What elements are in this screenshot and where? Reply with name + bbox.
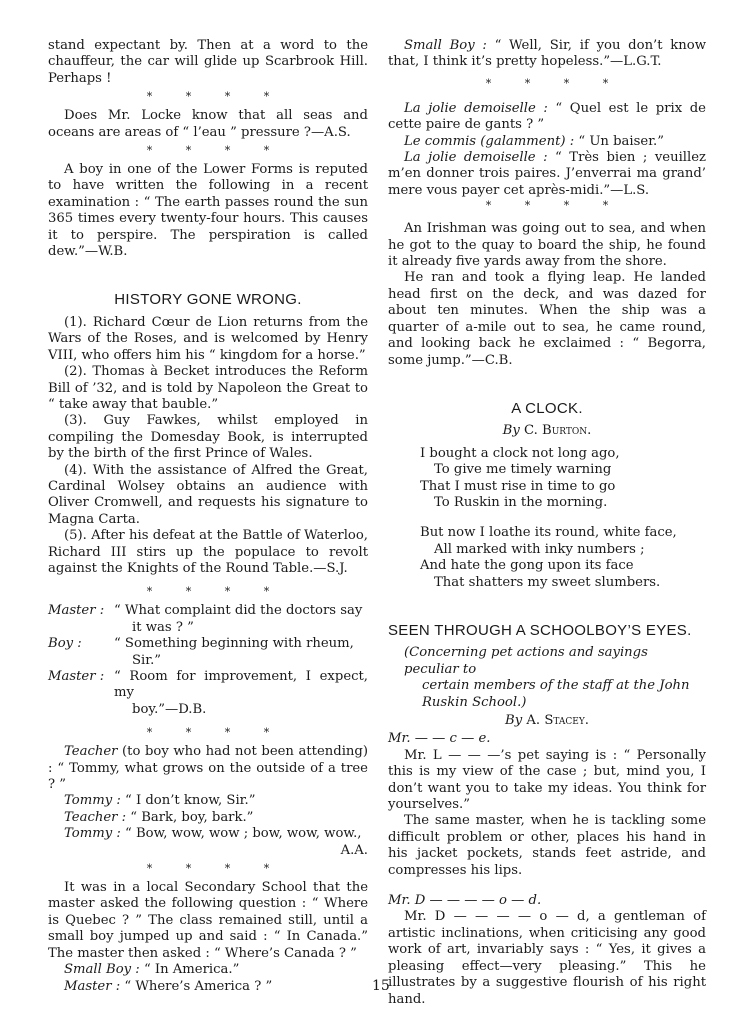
dialogue-line: Small Boy : “ In America.” — [64, 962, 240, 978]
poem-line: But now I loathe its round, white face, — [420, 525, 677, 541]
page-number: 15 — [372, 978, 390, 994]
poem-line: All marked with inky numbers ; — [434, 541, 645, 557]
history-item: (3). Guy Fawkes, whilst employed in compiling the Domesday Book, is interrupted by the birth of the first Prince of Wales. — [48, 413, 368, 462]
history-item: (5). After his defeat at the Battle of Waterloo, Richard III stirs up the populace to revolt against the Knights of the Round Table.—S.J. — [48, 528, 368, 576]
poem-line: And hate the gong upon its face — [420, 558, 634, 574]
author: A. Stacey. — [526, 713, 589, 728]
poem-line: To Ruskin in the morning. — [434, 494, 608, 510]
irishman-paragraph: An Irishman was going out to sea, and when he got to the quay to board the ship, he found it already five yards away from the shore. — [388, 221, 706, 270]
speaker: La jolie demoiselle : — [404, 150, 548, 166]
history-item: (1). Richard Cœur de Lion returns from the Wars of the Roses, and is welcomed by Henry VIII, who offers him his “ kingdom for a horse.” — [48, 314, 368, 363]
signature: A.A. — [340, 842, 368, 858]
dialogue-line: Tommy : “ Bow, wow, wow ; bow, wow, wow., — [64, 826, 362, 842]
speaker: Small Boy : — [404, 38, 487, 53]
section-heading: Mr. — — c — e. — [388, 731, 491, 747]
right-column — [388, 38, 706, 1008]
locke-joke: Does Mr. Locke know that all seas and oceans are areas of “ l’eau ” pressure ?—A.S. — [48, 108, 368, 140]
speaker: Master : — [64, 978, 121, 994]
speaker: Tommy : — [64, 826, 121, 842]
star-separator: * * * * — [146, 585, 270, 599]
poem-line: I bought a clock not long ago, — [420, 445, 620, 461]
poem-stanza — [388, 525, 706, 591]
dialogue-line: Master : “ Where’s America ? ” — [64, 978, 273, 994]
dialogue-line: Teacher : “ Bark, boy, bark.” — [64, 809, 254, 825]
poem-line: To give me timely warning — [434, 462, 612, 478]
quebec-paragraph: It was in a local Secondary School that the master asked the following question : “ Where is Quebec ? ” The class remained still, until a small boy jumped up and said : “ In Canada.” The master then asked : “ Where’s Canada ? ” — [48, 880, 368, 961]
dialogue-line: Le commis (galamment) : “ Un baiser.” — [404, 133, 664, 149]
speaker: Tommy : — [64, 793, 121, 809]
schoolboy-eyes-heading: SEEN THROUGH A SCHOOLBOY’S EYES. — [388, 621, 692, 639]
speaker: La jolie demoiselle : — [404, 100, 548, 116]
speaker: Master : — [48, 669, 105, 684]
star-separator: * * * * — [146, 144, 270, 158]
section-paragraph: Mr. L — — —’s pet saying is : “ Personally this is my view of the case ; but, mind you, I don’t want you to take my ideas. You think for yourselves.” — [388, 747, 706, 813]
star-separator: * * * * — [485, 76, 609, 90]
speaker: Small Boy : — [64, 962, 140, 978]
dialogue-text: boy.”—D.B. — [132, 701, 207, 717]
speaker: Teacher : — [64, 809, 127, 825]
speaker: Le commis (galamment) : — [404, 133, 575, 149]
speaker: Boy : — [48, 636, 82, 652]
dialogue-line — [48, 603, 368, 636]
dialogue-line: Small Boy : “ Well, Sir, if you don’t know that, I think it’s pretty hopeless.”—L.G.T. — [388, 38, 706, 70]
star-separator: * * * * — [146, 862, 270, 876]
dialogue-line: Tommy : “ I don’t know, Sir.” — [64, 793, 256, 809]
dialogue-line: La jolie demoiselle : “ Très bien ; veuillez m’en donner trois paires. J’enverrai ma grand’ mere vous payer cet après-midi.”—L.S. — [388, 150, 706, 198]
subtitle-note: (Concerning pet actions and sayings peculiar to certain members of the staff at the John Ruskin School.) — [404, 645, 690, 710]
history-gone-wrong-heading: HISTORY GONE WRONG. — [114, 291, 302, 309]
poem-stanza — [388, 446, 706, 512]
dialogue-text: Sir.” — [132, 652, 162, 668]
dialogue-text: “ Room for improvement, I expect, my — [114, 669, 368, 701]
history-item: (4). With the assistance of Alfred the Great, Cardinal Wolsey obtains an audience with Oliver Cromwell, and requests his signature to Magna Carta. — [48, 462, 368, 527]
opening-paragraph: stand expectant by. Then at a word to the chauffeur, the car will glide up Scarbrook Hill. Perhaps ! — [48, 38, 368, 86]
byline: By A. Stacey. — [505, 713, 589, 728]
history-item: (2). Thomas à Becket introduces the Reform Bill of ’32, and is told by Napoleon the Great to “ take away that bauble.” — [48, 364, 368, 412]
dialogue-text: “ What complaint did the doctors say — [114, 603, 363, 619]
left-column — [48, 38, 368, 995]
dialogue-line — [48, 669, 368, 718]
star-separator: * * * * — [485, 199, 609, 213]
dew-joke: A boy in one of the Lower Forms is reputed to have written the following in a recent examination : “ The earth passes round the sun 365 times every twenty-four hours. This causes it to perspire. The perspiration is called dew.”—W.B. — [48, 162, 368, 260]
speaker: Master : — [48, 603, 105, 619]
a-clock-heading: A CLOCK. — [511, 399, 583, 417]
byline: By C. Burton. — [502, 423, 592, 439]
irishman-paragraph: He ran and took a flying leap. He landed head first on the deck, and was dazed for about ten minutes. When the ship was a quarter of a-mile out to sea, he came round, and looking back he exclaimed : “ Begorra, some jump.”—C.B. — [388, 270, 706, 368]
dialogue-text: it was ? ” — [132, 619, 194, 635]
dialogue-line: La jolie demoiselle : “ Quel est le prix de cette paire de gants ? ” — [388, 100, 706, 133]
section-paragraph: Mr. D — — — — o — d, a gentleman of artistic inclinations, when criticising any good work of art, invariably says : “ Yes, it gives a pleasing effect—very pleasing.” This he illustrates by a suggestive flourish of his right hand. — [388, 909, 706, 1007]
poem-line: That shatters my sweet slumbers. — [434, 574, 661, 590]
section-heading: Mr. D — — — — o — d. — [388, 893, 542, 909]
star-separator: * * * * — [146, 726, 270, 740]
speaker: Teacher — [64, 744, 118, 760]
dialogue-text: “ Something beginning with rheum, — [114, 636, 354, 652]
dialogue-line — [48, 636, 368, 669]
star-separator: * * * * — [146, 90, 270, 104]
section-paragraph: The same master, when he is tackling some difficult problem or other, places his hand in his jacket pockets, stands feet astride, and compresses his lips. — [388, 813, 706, 878]
poem-line: That I must rise in time to go — [420, 478, 616, 494]
author: C. Burton. — [524, 423, 592, 439]
bark-intro: Teacher (to boy who had not been attending) : “ Tommy, what grows on the outside of a tree ? ” — [48, 744, 368, 793]
